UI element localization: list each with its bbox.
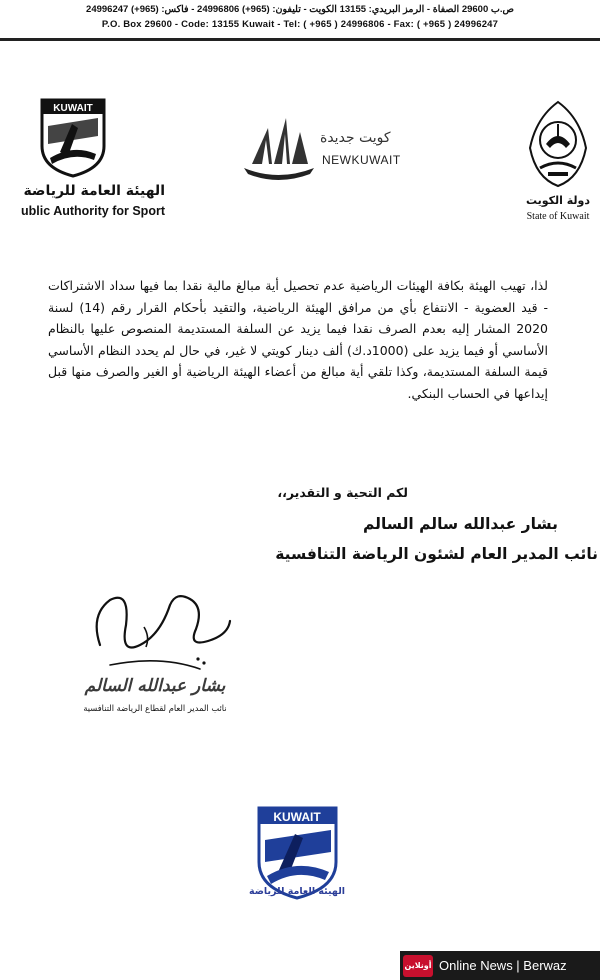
authority-name-arabic: الهيئة العامة للرياضة bbox=[23, 183, 165, 199]
letter-paragraph: لذا، تهيب الهيئة بكافة الهيئات الرياضية عدم تحصيل أية مبالغ مالية نقدا بما فيها سداد الاشتراكات - قيد العضوية - الانتفاع بأي من مرافق الهيئة الرياضية، والتقيد بأحكام القرار رقم (14) لسنة 2020 المشار إليه بعدم الصرف نقدا فيما يزيد عن السلفة المستديمة المنصوص عليها بالنظام الأساسي أو فيما يزيد على (1000د.ك) ألف دينار كويتي لا غير، في حال لم يحدد النظام الأساسي قيمة السلفة المستديمة، وكذا تلقي أية مبالغ من أعضاء الهيئة الرياضية أو الغير والصرف منها قبل إيداعها في الحساب البنكي. bbox=[48, 278, 548, 401]
authority-badge-text: KUWAIT bbox=[53, 103, 93, 114]
bottom-authority-arabic: الهيئة العامة للرياضة bbox=[248, 886, 346, 897]
handwritten-signature bbox=[80, 585, 260, 750]
contact-line-arabic: ص.ب 29600 الصفاة - الرمز البريدي: 13155 الكويت - تليفون: (965+) 24996806 - فاكس: (965+) 24996247 bbox=[86, 4, 514, 15]
closing-greeting: لكم التحية و التقدير،، bbox=[277, 485, 408, 500]
contact-line-english: P.O. Box 29600 - Code: 13155 Kuwait - Tel: ( +965 ) 24996806 - Fax: ( +965 ) 24996247 bbox=[101, 19, 499, 30]
authority-name-english: ublic Authority for Sport bbox=[21, 204, 165, 218]
bottom-badge-text: KUWAIT bbox=[273, 810, 321, 824]
state-name-english: State of Kuwait bbox=[526, 211, 590, 222]
new-kuwait-logo bbox=[238, 110, 318, 180]
signer-name: بشار عبدالله سالم السالم bbox=[363, 515, 558, 533]
news-logo-text: أونلاين bbox=[404, 961, 432, 970]
letterhead-contact-bar bbox=[0, 0, 600, 41]
signer-title: نائب المدير العام لشئون الرياضة التنافسية bbox=[275, 545, 598, 563]
letter-body bbox=[48, 275, 548, 405]
new-kuwait-arabic: كويت جديدة bbox=[320, 130, 391, 146]
state-name-arabic: دولة الكويت bbox=[525, 194, 591, 207]
authority-logo bbox=[38, 96, 108, 178]
news-watermark bbox=[400, 951, 600, 980]
signature-stamp-name: بشار عبدالله السالم bbox=[84, 676, 226, 696]
new-kuwait-english: NEWKUWAIT bbox=[322, 153, 401, 167]
news-watermark-text: Online News | Berwaz bbox=[439, 958, 567, 973]
signature-stamp-title: نائب المدير العام لقطاع الرياضة التنافسية bbox=[83, 703, 227, 713]
state-emblem-logo bbox=[520, 98, 596, 190]
news-logo-icon bbox=[403, 955, 433, 977]
